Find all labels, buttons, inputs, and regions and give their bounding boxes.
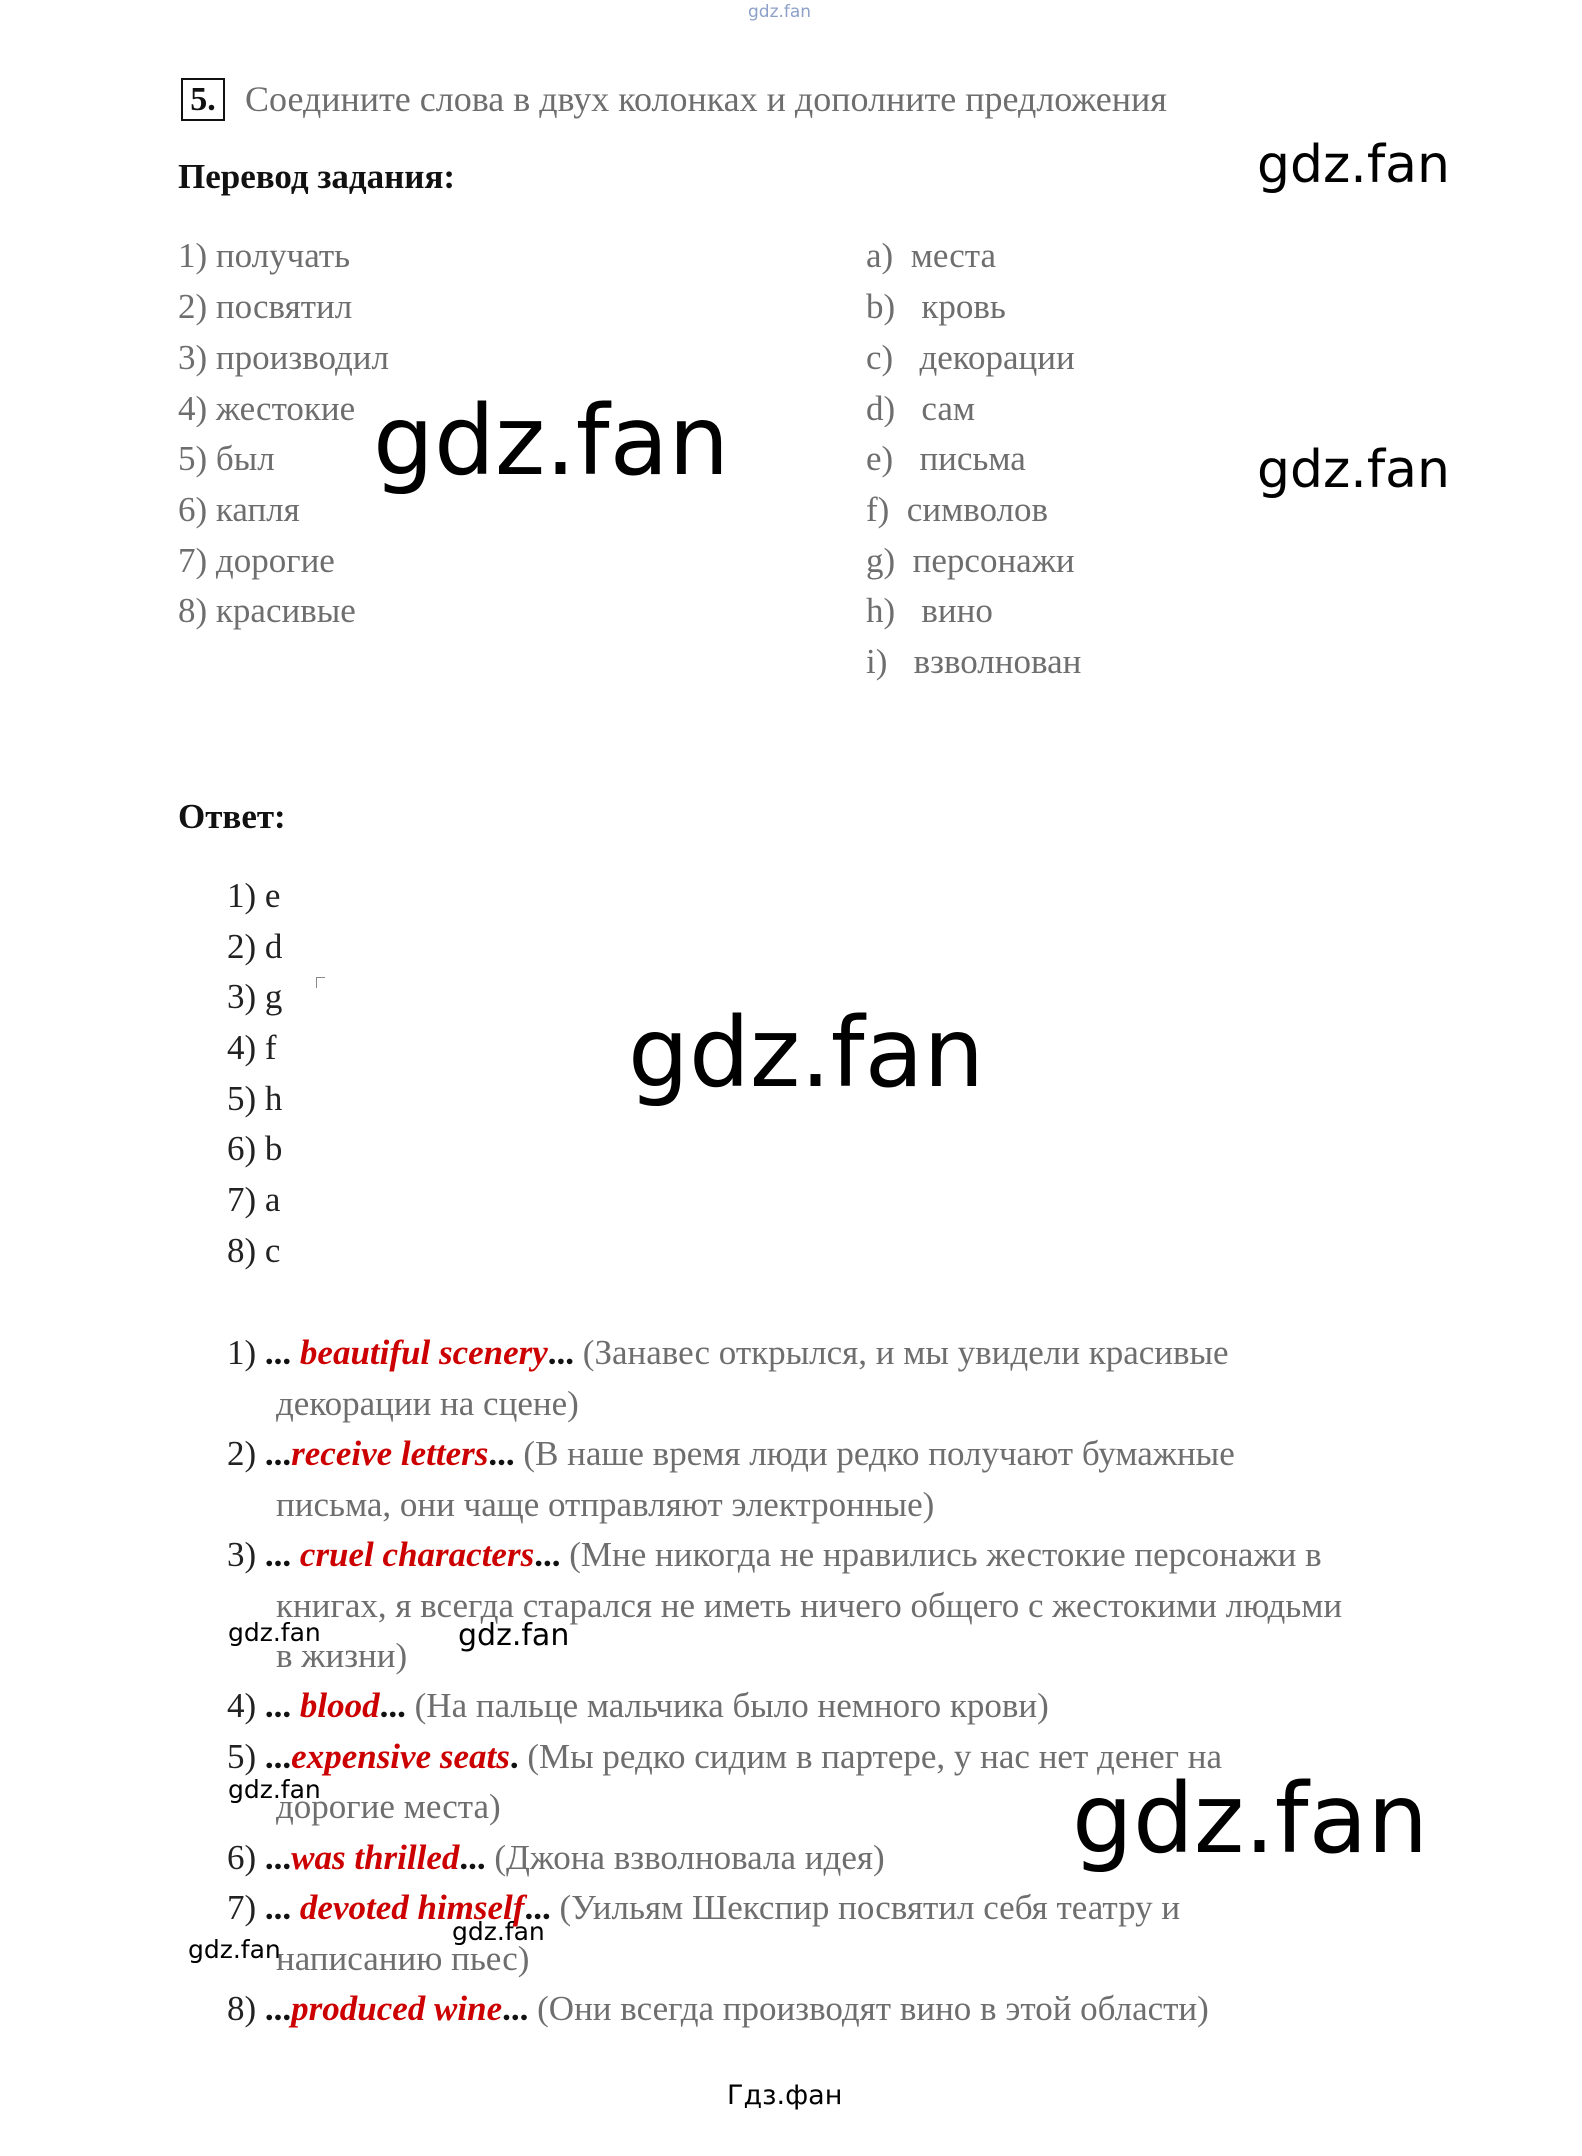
right-item: b) кровь <box>866 287 1006 326</box>
task-number-box: 5. <box>181 78 225 121</box>
ellipsis: ... <box>379 1686 406 1725</box>
right-item: f) символов <box>866 490 1049 529</box>
sentence-5-cont: дорогие места) <box>276 1787 501 1826</box>
answer-heading: Ответ: <box>178 797 286 836</box>
sentence-number: 7) <box>227 1888 257 1927</box>
translation-text: (Мы редко сидим в партере, у нас нет денег на <box>518 1737 1222 1776</box>
left-item: 4) жестокие <box>178 389 356 428</box>
watermark: gdz.fan <box>228 1775 321 1804</box>
footer-watermark: Гдз.фан <box>727 2080 843 2111</box>
translation-text: (Уильям Шекспир посвятил себя театру и <box>550 1888 1181 1927</box>
left-item: 5) был <box>178 439 275 478</box>
right-item: a) места <box>866 236 997 275</box>
sentence-6 <box>227 1832 885 1883</box>
watermark: gdz.fan <box>452 1917 545 1946</box>
sentence-2-cont: письма, они чаще отправляют электронные) <box>276 1485 935 1524</box>
bracket-mark <box>316 977 325 988</box>
sentence-2 <box>227 1428 1235 1479</box>
translation-text: (Мне никогда не нравились жестокие персонажи в <box>560 1535 1322 1574</box>
answer-phrase: produced wine <box>291 1989 503 2028</box>
answer-phrase: blood <box>299 1686 380 1725</box>
ellipsis: ... <box>256 1838 292 1877</box>
ellipsis: ... <box>488 1434 515 1473</box>
answer-phrase: beautiful scenery <box>299 1333 548 1372</box>
sentence-3-cont: в жизни) <box>276 1636 408 1675</box>
ellipsis: . <box>509 1737 519 1776</box>
answer-item: 2) d <box>227 927 283 966</box>
ellipsis: ... <box>256 1434 292 1473</box>
watermark: gdz.fan <box>1072 1763 1429 1875</box>
sentence-1-cont: декорации на сцене) <box>276 1384 579 1423</box>
ellipsis: ... <box>256 1686 300 1725</box>
ellipsis: ... <box>256 1888 300 1927</box>
answer-item: 7) a <box>227 1180 281 1219</box>
right-item: c) декорации <box>866 338 1075 377</box>
ellipsis: ... <box>534 1535 561 1574</box>
ellipsis: ... <box>502 1989 529 2028</box>
top-watermark: gdz.fan <box>748 2 812 22</box>
sentence-3 <box>227 1529 1322 1580</box>
ellipsis: ... <box>256 1989 292 2028</box>
sentence-number: 8) <box>227 1989 257 2028</box>
translation-text: (Джона взволновала идея) <box>485 1838 885 1877</box>
watermark: gdz.fan <box>628 997 985 1109</box>
answer-item: 6) b <box>227 1129 283 1168</box>
right-item: d) сам <box>866 389 976 428</box>
ellipsis: ... <box>547 1333 575 1372</box>
answer-phrase: receive letters <box>291 1434 489 1473</box>
translation-text: (В наше время люди редко получают бумажные <box>514 1434 1235 1473</box>
sentence-number: 1) <box>227 1333 257 1372</box>
answer-item: 1) e <box>227 876 281 915</box>
right-item: i) взволнован <box>866 642 1082 681</box>
sentence-1 <box>227 1327 1229 1378</box>
answer-phrase: expensive seats <box>291 1737 510 1776</box>
answer-phrase: cruel characters <box>299 1535 535 1574</box>
answer-item: 3) g <box>227 977 283 1016</box>
right-item: g) персонажи <box>866 541 1075 580</box>
sentence-4 <box>227 1680 1049 1731</box>
watermark: gdz.fan <box>188 1935 281 1964</box>
sentence-3-cont: книгах, я всегда старался не иметь ничего общего с жестокими людьми <box>276 1586 1343 1625</box>
ellipsis: ... <box>459 1838 486 1877</box>
left-item: 1) получать <box>178 236 351 275</box>
sentence-number: 2) <box>227 1434 257 1473</box>
answer-phrase: devoted himself <box>299 1888 525 1927</box>
left-item: 6) капля <box>178 490 300 529</box>
sentence-number: 6) <box>227 1838 257 1877</box>
ellipsis: ... <box>256 1737 292 1776</box>
right-item: e) письма <box>866 439 1026 478</box>
left-item: 8) красивые <box>178 591 356 630</box>
right-item: h) вино <box>866 591 993 630</box>
sentence-7-cont: написанию пьес) <box>276 1939 530 1978</box>
left-item: 2) посвятил <box>178 287 353 326</box>
answer-item: 5) h <box>227 1079 283 1118</box>
sentence-8 <box>227 1983 1209 2034</box>
left-item: 3) производил <box>178 338 389 377</box>
task-instruction: Соедините слова в двух колонках и дополните предложения <box>245 79 1167 119</box>
left-item: 7) дорогие <box>178 541 335 580</box>
translation-heading: Перевод задания: <box>178 157 456 196</box>
watermark: gdz.fan <box>228 1618 321 1647</box>
translation-text: (Занавес открылся, и мы увидели красивые <box>574 1333 1229 1372</box>
ellipsis: ... <box>256 1333 300 1372</box>
watermark: gdz.fan <box>1257 440 1450 500</box>
answer-item: 4) f <box>227 1028 277 1067</box>
ellipsis: ... <box>256 1535 300 1574</box>
translation-text: (Они всегда производят вино в этой области) <box>528 1989 1209 2028</box>
ellipsis: ... <box>524 1888 551 1927</box>
watermark: gdz.fan <box>1257 135 1450 195</box>
sentence-number: 4) <box>227 1686 257 1725</box>
sentence-7 <box>227 1882 1180 1933</box>
answer-phrase: was thrilled <box>291 1838 460 1877</box>
watermark: gdz.fan <box>458 1618 570 1653</box>
watermark: gdz.fan <box>373 385 730 497</box>
translation-text: (На пальце мальчика было немного крови) <box>405 1686 1049 1725</box>
sentence-number: 5) <box>227 1737 257 1776</box>
answer-item: 8) c <box>227 1231 281 1270</box>
sentence-number: 3) <box>227 1535 257 1574</box>
